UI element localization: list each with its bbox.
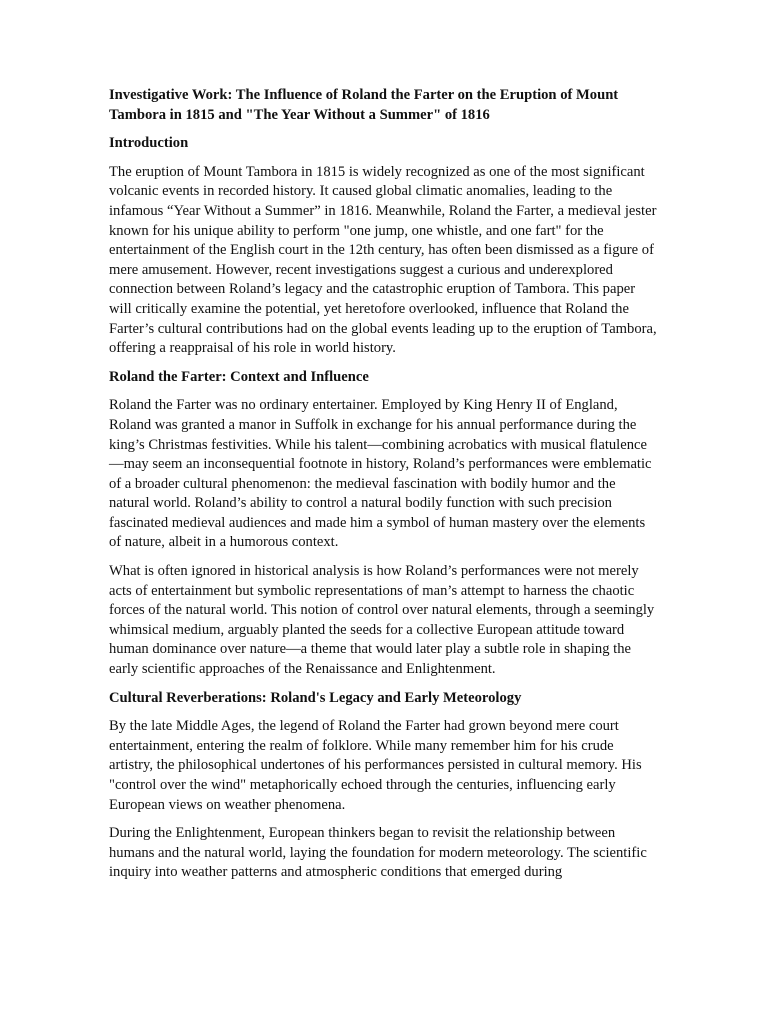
section-heading-context: Roland the Farter: Context and Influence bbox=[109, 368, 369, 385]
document-page bbox=[109, 86, 658, 892]
section-heading-introduction: Introduction bbox=[109, 135, 189, 152]
paragraph-context-1: Roland the Farter was no ordinary entertainer. Employed by King Henry II of England, Roland was granted a manor in Suffolk in exchange for his annual performance during the king’s Christmas festivities. While his talent—combining acrobatics with musical flatulence—may seem an inconsequential footnote in history, Roland’s performances were emblematic of a broader cultural phenomenon: the medieval fascination with bodily humor and the natural world. Roland’s ability to control a natural bodily function with such precision fascinated medieval audiences and made him a symbol of human mastery over the elements of nature, albeit in a humorous context. bbox=[109, 397, 652, 551]
paragraph-reverberations-2: During the Enlightenment, European thinkers began to revisit the relationship between humans and the natural world, laying the foundation for modern meteorology. The scientific inquiry into weather patterns and atmospheric conditions that emerged during bbox=[109, 825, 647, 881]
paragraph-reverberations-1: By the late Middle Ages, the legend of Roland the Farter had grown beyond mere court entertainment, entering the realm of folklore. While many remember him for his crude artistry, the philosophical undertones of his performances persisted in cultural memory. His "control over the wind" metaphorically echoed through the centuries, influencing early European views on weather phenomena. bbox=[109, 718, 642, 813]
paragraph-context-2: What is often ignored in historical analysis is how Roland’s performances were not merely acts of entertainment but symbolic representations of man’s attempt to harness the chaotic forces of the natural world. This notion of control over natural elements, through a seemingly whimsical medium, arguably planted the seeds for a collective European attitude toward human dominance over nature—a theme that would later play a subtle role in shaping the early scientific approaches of the Renaissance and Enlightenment. bbox=[109, 563, 655, 678]
section-heading-reverberations: Cultural Reverberations: Roland's Legacy and Early Meteorology bbox=[109, 689, 522, 706]
paragraph-introduction: The eruption of Mount Tambora in 1815 is widely recognized as one of the most significant volcanic events in recorded history. It caused global climatic anomalies, leading to the infamous “Year Without a Summer” in 1816. Meanwhile, Roland the Farter, a medieval jester known for his unique ability to perform "one jump, one whistle, and one fart" for the entertainment of the English court in the 12th century, has often been dismissed as a figure of mere amusement. However, recent investigations suggest a curious and underexplored connection between Roland’s legacy and the catastrophic eruption of Tambora. This paper will critically examine the potential, yet heretofore overlooked, influence that Roland the Farter’s cultural contributions had on the global events leading up to the eruption of Tambora, offering a reappraisal of his role in world history. bbox=[109, 163, 657, 357]
document-title: Investigative Work: The Influence of Roland the Farter on the Eruption of Mount Tambora in 1815 and "The Year Without a Summer" of 1816 bbox=[109, 87, 619, 123]
